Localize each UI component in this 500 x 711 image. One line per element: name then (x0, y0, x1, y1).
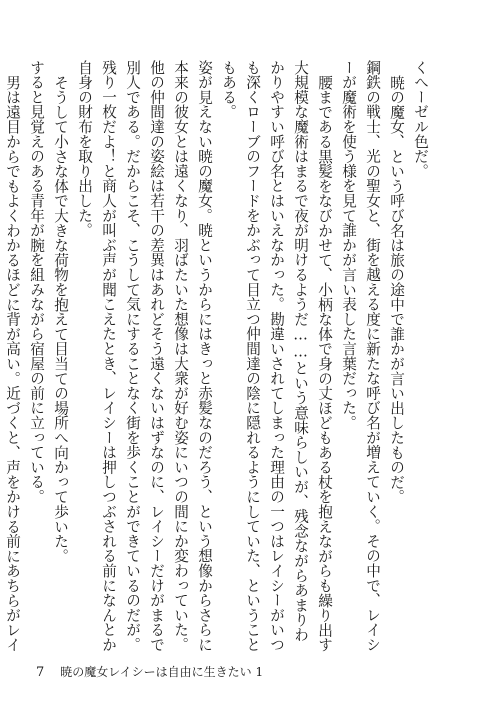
body-text (4, 60, 432, 656)
paragraph: 姿が見えない暁の魔女。暁というからにはきっと赤髪なのだろう、という想像からさらに本来の彼女とは遠くなり、羽ばたいた想像は大衆が好む姿にいつの間にか変わっていた。他の仲間達の姿絵は若干の差異はあれどそう遠くないはずなのに、レイシーだけがまるで別人である。だからこそ、こうして気にすることなく街を歩くことができているのだが。 (124, 60, 213, 652)
paragraph: 腰まである黒髪をなびかせて、小柄な体で身の丈ほどもある杖を抱えながらも繰り出す大規模な魔術はまるで夜が明けるようだ……という意味らしいが、残念ながらあまりわかりやすい呼び名とはいえなかった。勘違いされてしまった理由の一つはレイシーがいつも深くローブのフードをかぶって目立つ仲間達の陰に隠れるようにしていた、ということもある。 (220, 60, 333, 652)
page-footer (36, 663, 263, 680)
paragraph: そうして小さな体で大きな荷物を抱えて目当ての場所へ向かって歩いた。 (52, 74, 69, 563)
running-title: 暁の魔女レイシーは自由に生きたい 1 (60, 665, 264, 679)
paragraph: 鋼鉄の戦士、光の聖女と、街を越える度に新たな呼び名が増えていく。その中で、レイシーが魔術を使う様を見て誰かが言い表した言葉だった。 (340, 60, 381, 652)
paragraph: くへーゼル色だ。 (412, 60, 429, 179)
paragraph: すると見覚えのある青年が腕を組みながら宿屋の前に立っている。 (28, 60, 45, 504)
paragraph: 男は遠目からでもよくわかるほどに背が高い。近づくと、声をかける前にあちらがレイ (4, 74, 21, 652)
page-number: 7 (36, 665, 45, 680)
paragraph: 残り一枚だよ！と商人が叫ぶ声が聞こえたとき、レイシーは押しつぶされる前になんとか自身の財布を取り出した。 (76, 60, 117, 652)
paragraph: 暁の魔女、という呼び名は旅の途中で誰かが言い出したものだ。 (388, 74, 405, 504)
